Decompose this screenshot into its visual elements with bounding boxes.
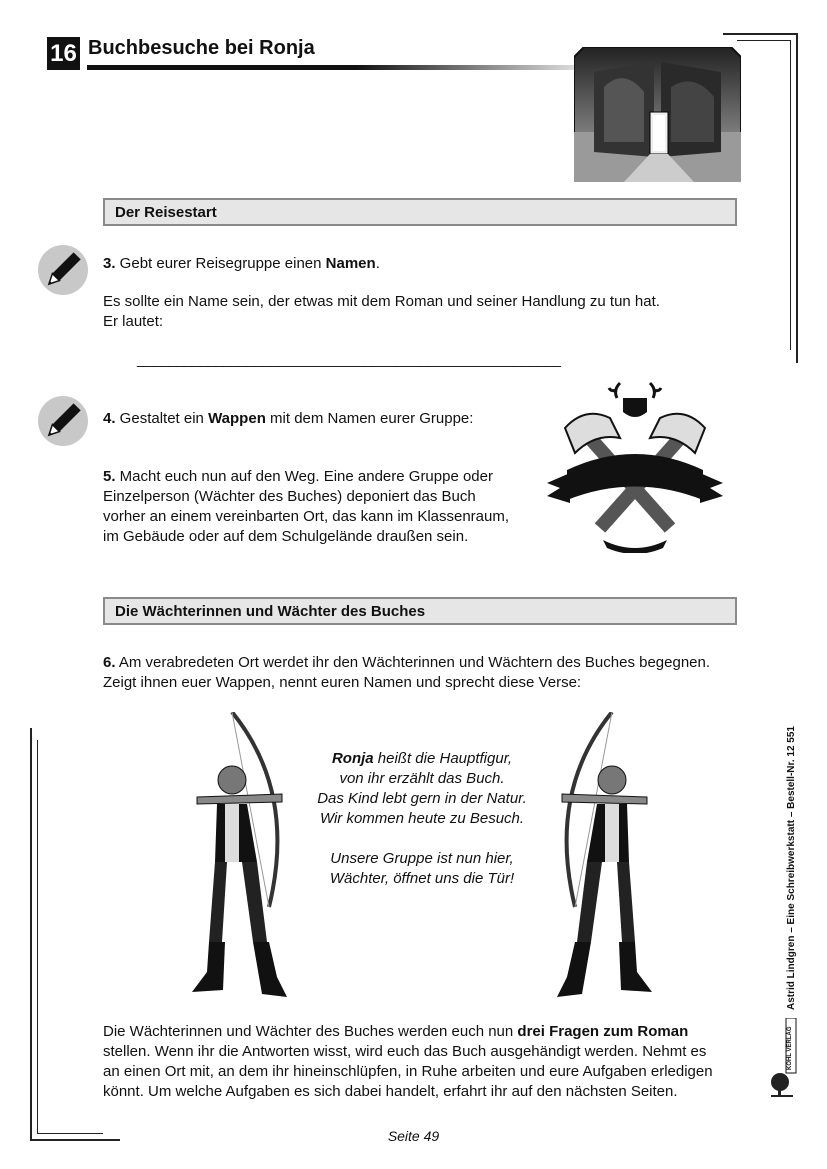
archer-illustration-left — [187, 712, 287, 1002]
text-keyword: drei Fragen zum Roman — [517, 1023, 689, 1040]
task-text: . — [375, 255, 380, 272]
verse-line — [292, 749, 552, 769]
task-text: Gestaltet ein — [115, 410, 209, 427]
frame-left-line-inner — [37, 740, 38, 1133]
text-span: Die Wächterinnen und Wächter des Buches werden euch nun — [103, 1023, 518, 1040]
answer-line[interactable]: ______________________________________________________ — [137, 351, 561, 368]
verse-line: Unsere Gruppe ist nun hier, — [330, 850, 514, 867]
publisher-logo — [768, 1018, 798, 1098]
task-text: Gebt eurer Reisegruppe einen — [115, 255, 326, 272]
page-title: Buchbesuche bei Ronja — [88, 37, 315, 59]
task-text: Am verabredeten Ort werdet ihr den Wächterinnen und Wächtern des Buches begegnen. — [115, 654, 711, 671]
task-keyword: Wappen — [208, 410, 266, 427]
verse-keyword: Ronja — [331, 750, 374, 767]
task-keyword: Namen — [325, 255, 376, 272]
frame-left-line — [30, 728, 32, 1140]
chapter-number: 16 — [47, 37, 80, 70]
text-line: Zeigt ihnen euer Wappen, nennt euren Namen und sprecht diese Verse: — [103, 674, 582, 691]
section-heading-reisestart: Der Reisestart — [103, 198, 737, 226]
verse-line: Wir kommen heute zu Besuch. — [319, 810, 525, 827]
text-line: an einen Ort mit, an dem ihr hineinschlüpfen, in Ruhe arbeiten und eure Aufgaben erledigen — [103, 1063, 713, 1080]
task-text: Macht euch nun auf den Weg. Eine andere Gruppe oder — [115, 468, 493, 485]
verse-line: Wächter, öffnet uns die Tür! — [329, 870, 515, 887]
text-line: vorher an einem vereinbarten Ort, das kann im Klassenraum, — [103, 508, 510, 525]
task-number: 4. — [103, 410, 116, 427]
text-line: Einzelperson (Wächter des Buches) deponiert das Buch — [103, 488, 476, 505]
verse-line: Das Kind lebt gern in der Natur. — [317, 790, 527, 807]
archer-illustration-right — [557, 712, 657, 1002]
task-number: 3. — [103, 255, 116, 272]
text-line: könnt. Um welche Aufgaben es sich dabei handelt, erfahrt ihr auf den nächsten Seiten. — [103, 1083, 678, 1100]
task-6-text — [103, 653, 710, 693]
task-text: mit dem Namen eurer Gruppe: — [265, 410, 474, 427]
verse-block — [292, 749, 552, 889]
text-line: stellen. Wenn ihr die Antworten wisst, wird euch das Buch ausgehändigt werden. Nehmt es — [103, 1043, 707, 1060]
task-3-instruction-2: Er lautet: — [103, 313, 164, 330]
frame-right-line — [796, 33, 798, 363]
verse-line: von ihr erzählt das Buch. — [339, 770, 505, 787]
pencil-icon — [38, 396, 88, 446]
verse-text: heißt die Hauptfigur, — [373, 750, 513, 767]
frame-right-line-inner — [790, 40, 791, 350]
task-number: 5. — [103, 468, 116, 485]
task-5-text — [103, 467, 543, 547]
task-3-prompt — [103, 254, 380, 274]
coat-of-arms-illustration — [545, 378, 725, 553]
title-underline — [87, 65, 577, 70]
text-line — [103, 653, 710, 673]
frame-top-line-inner — [737, 40, 791, 41]
text-line: im Gebäude oder auf dem Schulgelände draußen sein. — [103, 528, 469, 545]
publisher-name: KOHL VERLAG — [787, 1026, 793, 1070]
task-number: 6. — [103, 654, 116, 671]
pencil-icon — [38, 245, 88, 295]
section-heading-waechter: Die Wächterinnen und Wächter des Buches — [103, 597, 737, 625]
text-line — [103, 467, 543, 487]
text-line — [103, 1022, 743, 1042]
book-door-illustration — [574, 47, 741, 182]
closing-paragraph — [103, 1022, 743, 1102]
task-3-instruction: Es sollte ein Name sein, der etwas mit dem Roman und seiner Handlung zu tun hat. — [103, 293, 660, 310]
frame-top-line — [723, 33, 797, 35]
page-number: Seite 49 — [387, 1128, 440, 1144]
task-4-prompt — [103, 409, 473, 429]
side-publication-info: Astrid Lindgren – Eine Schreibwerkstatt – Bestell-Nr. 12 551 — [786, 726, 797, 1010]
